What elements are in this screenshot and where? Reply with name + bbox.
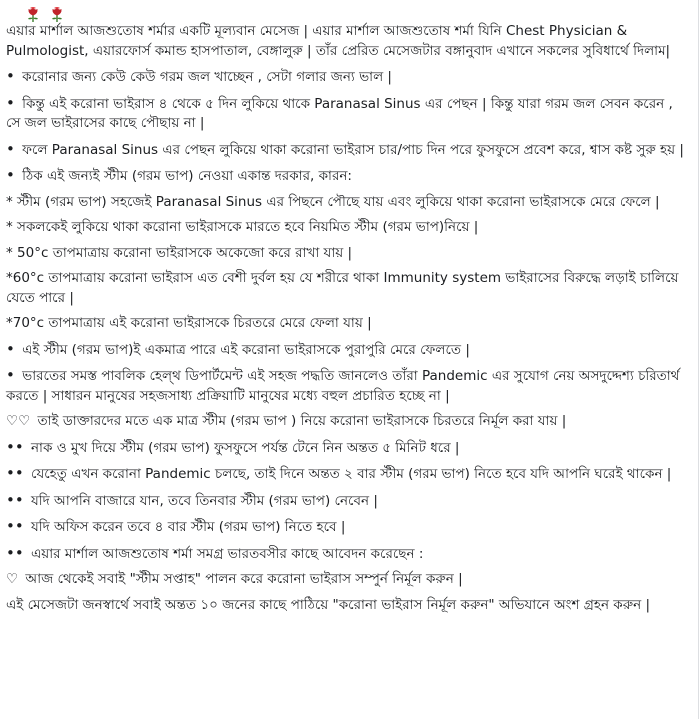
post-paragraph	[6, 464, 684, 485]
paragraph-text: সকলকেই লুকিয়ে থাকা করোনা ভাইরাসকে মারতে হবে নিয়মিত স্টীম (গরম ভাপ)নিয়ে |	[17, 219, 479, 235]
post-paragraph	[6, 140, 684, 161]
bullet-marker: •	[6, 139, 15, 158]
paragraph-text: ভারতের সমস্ত পাবলিক হেল্থ ডিপার্টমেন্ট এই সহজ পদ্ধতি জানলেও তাঁরা Pandemic এর সুযোগ নেয় অসদুদ্দেশ্য চরিতার্থ করতে | সাধারন মানুষের সহজসাধ্য প্রক্রিয়াটি মানুষের মধ্যে বহুল প্রচারিত হচ্ছে না |	[6, 368, 680, 404]
post-paragraph	[6, 22, 684, 61]
bullet-marker: •	[6, 339, 15, 358]
paragraph-text: নাক ও মুখ দিয়ে স্টীম (গরম ভাপ) ফুসফুসে পর্যন্ত টেনে নিন অন্তত ৫ মিনিট ধরে |	[31, 439, 460, 456]
paragraph-text: 60°c তাপমাত্রায় করোনা ভাইরাস এত বেশী দুর্বল হয় যে শরীরে থাকা Immunity system ভাইরাসের বিরুদ্ধে লড়াই চালিয়ে যেতে পারে |	[6, 270, 679, 306]
rose-icon	[50, 6, 64, 22]
asterisk-marker: *	[6, 315, 13, 331]
post-paragraph	[6, 314, 684, 334]
paragraph-text: এই মেসেজটা জনস্বার্থে সবাই অন্তত ১০ জনের কাছে পাঠিয়ে "করোনা ভাইরাস নির্মূল করুন" অভিযানে অংশ গ্রহন করুন |	[6, 596, 650, 613]
post-paragraph	[6, 67, 684, 88]
paragraph-text: যদি অফিস করেন তবে ৪ বার স্টীম (গরম ভাপ) নিতে হবে |	[31, 519, 346, 535]
paragraph-text: 70°c তাপমাত্রায় এই করোনা ভাইরাসকে চিরতরে মেরে ফেলা যায় |	[12, 315, 372, 331]
double-bullet-marker: ••	[6, 437, 24, 456]
paragraph-text: 50°c তাপমাত্রায় করোনা ভাইরাসকে অকেজো করে রাখা যায় |	[17, 244, 353, 261]
bullet-marker: •	[6, 166, 15, 184]
paragraph-text: করোনার জন্য কেউ কেউ গরম জল খাচ্ছেন , সেটা গলার জন্য ভাল |	[22, 69, 392, 85]
asterisk-marker: *	[6, 270, 13, 286]
post-paragraph	[6, 94, 684, 134]
post-paragraph	[6, 517, 684, 538]
paragraph-text: এয়ার মার্শাল আজশুতোষ শর্মার একটি মূল্যবান মেসেজ | এয়ার মার্শাল আজশুতোষ শর্মা যিনি Chest Physician & Pulmologist, এয়ারফোর্স কমান্ড হাসপাতাল, বেঙ্গালুরু | তাঁর প্রেরিত মেসেজটার বঙ্গানুবাদ এখানে সকলের সুবিধার্থে দিলাম|	[6, 23, 671, 59]
post-paragraph	[6, 218, 684, 238]
paragraph-text: তাই ডাক্তারদের মতে এক মাত্র স্টীম (গরম ভাপ ) নিয়ে করোনা ভাইরাসকে চিরতরে নির্মূল করা যায় |	[37, 413, 567, 429]
paragraph-text: স্টীম (গরম ভাপ) সহজেই Paranasal Sinus এর পিছনে পৌছে যায় এবং লুকিয়ে থাকা করোনা ভাইরাসকে মেরে ফেলে |	[17, 193, 660, 210]
paragraph-text: আজ থেকেই সবাই "স্টীম সপ্তাহ" পালন করে করোনা ভাইরাস সম্পুর্ন নির্মূল করুন |	[25, 571, 463, 587]
paragraph-text: এই স্টীম (গরম ভাপ)ই একমাত্র পারে এই করোনা ভাইরাসকে পুরাপুরি মেরে ফেলতে |	[22, 341, 470, 358]
post-paragraph	[6, 438, 684, 459]
post-paragraph	[6, 491, 684, 512]
bullet-marker: •	[6, 366, 15, 384]
post-paragraph	[6, 244, 684, 264]
paragraph-text: এয়ার মার্শাল আজশুতোষ শর্মা সমগ্র ভারতবসীর কাছে আবেদন করেছেন :	[31, 545, 424, 562]
double-bullet-marker: ••	[6, 543, 24, 562]
paragraph-text: যেহেতু এখন করোনা Pandemic চলছে, তাই দিনে অন্তত ২ বার স্টীম (গরম ভাপ) নিতে হবে যদি আপনি ঘরেই থাকেন |	[31, 466, 672, 482]
double-bullet-marker: ••	[6, 464, 24, 482]
post-paragraph	[6, 269, 684, 308]
paragraph-text: কিন্তু এই করোনা ভাইরাস ৪ থেকে ৫ দিন লুকিয়ে থাকে Paranasal Sinus এর পেছন | কিন্তু যারা গরম জল সেবন করেন , সে জল ভাইরাসের কাছে পৌছায় না |	[6, 95, 673, 131]
asterisk-marker: *	[6, 244, 13, 261]
emoji-row	[26, 6, 684, 22]
paragraph-text: যদি আপনি বাজারে যান, তবে তিনবার স্টীম (গরম ভাপ) নেবেন |	[31, 492, 378, 509]
post-paragraph	[6, 193, 684, 213]
paragraph-text: ঠিক এই জন্যই স্টীম (গরম ভাপ) নেওয়া একান্ত দরকার, কারন:	[22, 168, 352, 184]
bullet-marker: •	[6, 93, 15, 112]
paragraph-text: ফলে Paranasal Sinus এর পেছন লুকিয়ে থাকা করোনা ভাইরাস চার/পাচ দিন পরে ফুসফুসে প্রবেশ করে, শ্বাস কষ্ট সুরু হয় |	[22, 141, 684, 158]
heart-outline-icon: ♡♡	[6, 413, 31, 429]
bullet-marker: •	[6, 67, 15, 85]
post-paragraph	[6, 340, 684, 361]
asterisk-marker: *	[6, 219, 13, 235]
heart-outline-icon: ♡	[6, 571, 19, 587]
post-paragraph	[6, 166, 684, 187]
post-paragraph	[6, 412, 684, 432]
post-paragraph	[6, 596, 684, 616]
rose-icon	[26, 6, 40, 22]
asterisk-marker: *	[6, 193, 13, 210]
double-bullet-marker: ••	[6, 517, 24, 535]
post-paragraph	[6, 544, 684, 565]
post-paragraph	[6, 366, 684, 406]
double-bullet-marker: ••	[6, 490, 24, 509]
post-paragraph	[6, 570, 684, 590]
